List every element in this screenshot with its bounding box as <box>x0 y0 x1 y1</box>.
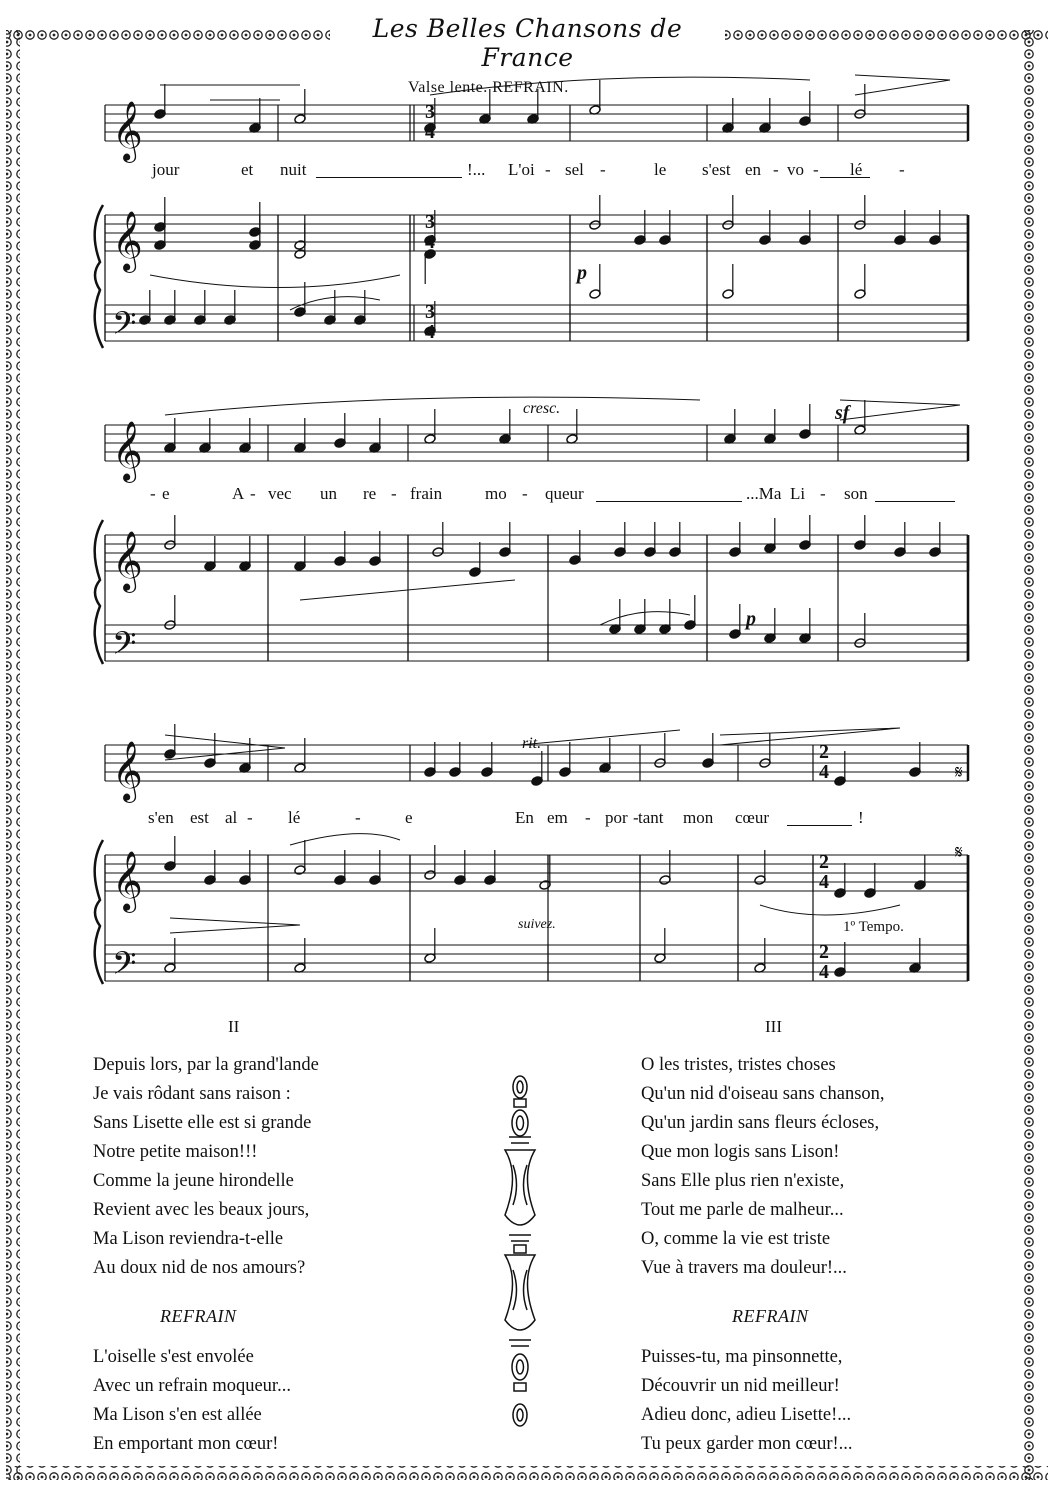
lyric-syllable: - <box>633 808 639 827</box>
verse-line: Sans Lisette elle est si grande <box>93 1113 312 1133</box>
central-ornament <box>497 1075 543 1445</box>
time-signature-top: 3 <box>425 101 435 123</box>
lyric-syllable: - <box>355 808 361 827</box>
lyric-syllable: s'est <box>702 160 731 179</box>
lyric-extender <box>820 177 870 178</box>
lyric-syllable: En <box>515 808 534 827</box>
verse-line: Ma Lison reviendra-t-elle <box>93 1229 284 1249</box>
lyric-syllable: !... <box>467 160 486 179</box>
verse-line: Tout me parle de malheur... <box>641 1200 844 1220</box>
lyric-syllable: nuit <box>280 160 307 179</box>
lyric-syllable: - <box>522 484 528 503</box>
treble-clef: 𝄞 <box>112 851 143 911</box>
lyric-syllable: - <box>600 160 606 179</box>
verse-line: Depuis lors, par la grand'lande <box>93 1055 319 1075</box>
time-signature-top: 2 <box>819 851 829 873</box>
lyric-syllable: Li <box>790 484 806 503</box>
lyric-syllable: - <box>899 160 905 179</box>
lyric-syllable: ! <box>858 808 864 827</box>
lyric-syllable: un <box>320 484 337 503</box>
lyric-syllable: vo <box>787 160 804 179</box>
suivez-marking: suivez. <box>518 917 556 932</box>
bass-clef: 𝄢 <box>112 945 137 989</box>
dynamic-piano: p <box>577 262 587 284</box>
segno-icon: 𝄋 <box>955 842 963 863</box>
time-signature-top: 2 <box>819 941 829 963</box>
lyric-extender <box>316 177 462 178</box>
lyric-syllable: - <box>247 808 253 827</box>
verse-line: O les tristes, tristes choses <box>641 1055 836 1075</box>
lyric-extender <box>596 501 742 502</box>
lyric-syllable: - <box>813 160 819 179</box>
lyric-syllable: lé <box>850 160 863 179</box>
lyric-syllable: vec <box>268 484 292 503</box>
refrain-line: Puisses-tu, ma pinsonnette, <box>641 1347 843 1367</box>
verse-line: Comme la jeune hirondelle <box>93 1171 294 1191</box>
refrain-line: En emportant mon cœur! <box>93 1434 279 1454</box>
lyric-syllable: - <box>391 484 397 503</box>
time-signature-bottom: 4 <box>425 121 435 143</box>
lyric-syllable: A <box>232 484 245 503</box>
refrain-line: Tu peux garder mon cœur!... <box>641 1434 853 1454</box>
lyric-syllable: sel <box>565 160 584 179</box>
lyric-syllable: - <box>545 160 551 179</box>
time-signature-bottom: 4 <box>819 871 829 893</box>
ritardando-marking: rit. <box>522 735 542 752</box>
verse-line: O, comme la vie est triste <box>641 1229 831 1249</box>
verse-line: Qu'un nid d'oiseau sans chanson, <box>641 1084 885 1104</box>
treble-clef: 𝄞 <box>112 211 143 271</box>
time-signature-bottom: 4 <box>425 321 435 343</box>
lyric-extender <box>875 501 955 502</box>
lyric-syllable: al <box>225 808 238 827</box>
page-header-title: Les Belles Chansons de France <box>330 14 725 54</box>
refrain-label-right: REFRAIN <box>732 1306 809 1326</box>
verse-line: Qu'un jardin sans fleurs écloses, <box>641 1113 880 1133</box>
lyric-syllable: - <box>820 484 826 503</box>
refrain-line: Ma Lison s'en est allée <box>93 1405 262 1425</box>
segno-icon: 𝄋 <box>955 762 963 783</box>
piano-brace <box>95 840 103 984</box>
refrain-line: Découvrir un nid meilleur! <box>641 1376 840 1396</box>
refrain-line: L'oiselle s'est envolée <box>93 1347 254 1367</box>
lyric-syllable: jour <box>152 160 180 179</box>
lyric-syllable: - <box>250 484 256 503</box>
time-signature-top: 3 <box>425 301 435 323</box>
lyric-syllable: e <box>162 484 170 503</box>
time-signature-bottom: 4 <box>819 761 829 783</box>
lyric-syllable: en <box>745 160 762 179</box>
lyric-syllable: et <box>241 160 254 179</box>
barlines <box>105 105 968 981</box>
verse-line: Vue à travers ma douleur!... <box>641 1258 847 1278</box>
lyric-syllable: em <box>547 808 568 827</box>
lyric-syllable: L'oi <box>508 160 535 179</box>
lyric-syllable: mon <box>683 808 714 827</box>
lyric-syllable: s'en <box>148 808 174 827</box>
lyric-syllable: son <box>844 484 868 503</box>
piano-brace <box>95 520 103 664</box>
verse-line: Sans Elle plus rien n'existe, <box>641 1171 845 1191</box>
lyric-syllable: e <box>405 808 413 827</box>
verse-number-right: III <box>765 1017 782 1036</box>
lyric-syllable: por <box>605 808 628 827</box>
verse-line: Revient avec les beaux jours, <box>93 1200 310 1220</box>
bass-clef: 𝄢 <box>112 625 137 669</box>
dynamic-piano: p <box>746 608 756 630</box>
tempo-primo-marking: 1º Tempo. <box>843 919 904 935</box>
refrain-left <box>93 1343 291 1459</box>
time-signature-bottom: 4 <box>425 231 435 253</box>
tempo-marking: Valse lente. REFRAIN. <box>408 79 569 96</box>
lyric-syllable: tant <box>638 808 664 827</box>
verse-left <box>93 1051 319 1283</box>
piano-brace <box>95 205 103 348</box>
refrain-line: Adieu donc, adieu Lisette!... <box>641 1405 852 1425</box>
lyric-syllable: ...Ma <box>746 484 782 503</box>
refrain-line: Avec un refrain moqueur... <box>93 1376 291 1396</box>
time-signature-top: 2 <box>819 741 829 763</box>
lyric-syllable: - <box>150 484 156 503</box>
treble-clef: 𝄞 <box>112 531 143 591</box>
lyric-syllable: re <box>363 484 377 503</box>
lyric-syllable: est <box>190 808 209 827</box>
lyric-syllable: cœur <box>735 808 769 827</box>
time-signature-bottom: 4 <box>819 961 829 983</box>
refrain-right <box>641 1343 853 1459</box>
lyric-syllable: - <box>773 160 779 179</box>
verse-number-left: II <box>228 1017 240 1036</box>
treble-clef: 𝄞 <box>112 421 143 481</box>
verse-line: Que mon logis sans Lison! <box>641 1142 840 1162</box>
lyric-syllable: lé <box>288 808 301 827</box>
lyric-extender <box>787 825 852 826</box>
clefs <box>112 101 143 989</box>
verse-right <box>641 1051 885 1283</box>
lyric-syllable: queur <box>545 484 584 503</box>
refrain-label-left: REFRAIN <box>160 1306 237 1326</box>
treble-clef: 𝄞 <box>112 101 143 161</box>
verse-line: Au doux nid de nos amours? <box>93 1258 306 1278</box>
time-signature-top: 3 <box>425 211 435 233</box>
lyric-syllable: le <box>654 160 667 179</box>
lyric-syllable: mo <box>485 484 507 503</box>
verse-line: Notre petite maison!!! <box>93 1142 258 1162</box>
dynamic-crescendo: cresc. <box>523 400 561 417</box>
lyric-syllable: frain <box>410 484 443 503</box>
treble-clef: 𝄞 <box>112 741 143 801</box>
dynamic-sforzando: sf <box>835 402 850 424</box>
verse-line: Je vais rôdant sans raison : <box>93 1084 291 1104</box>
lyric-syllable: - <box>585 808 591 827</box>
bass-clef: 𝄢 <box>112 305 137 349</box>
